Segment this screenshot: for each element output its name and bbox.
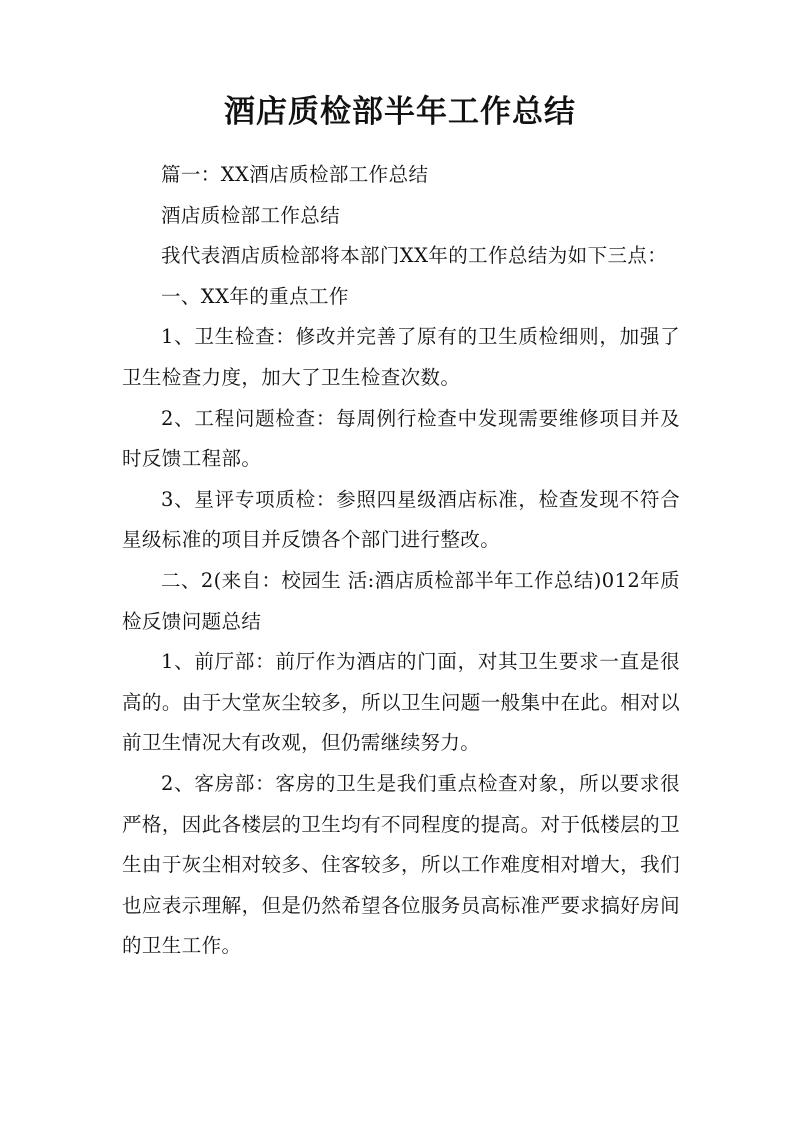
paragraph: 3、星评专项质检：参照四星级酒店标准，检查发现不符合星级标准的项目并反馈各个部门进行整改。 — [122, 487, 680, 552]
paragraph: 2、客房部：客房的卫生是我们重点检查对象，所以要求很严格，因此各楼层的卫生均有不同程度的提高。对于低楼层的卫生由于灰尘相对较多、住客较多，所以工作难度相对增大，我们也应表示理解，但是仍然希望各位服务员高标准严要求搞好房间的卫生工作。 — [122, 771, 680, 958]
section-heading: 篇一：XX酒店质检部工作总结 — [161, 163, 429, 186]
document-body — [122, 155, 680, 967]
paragraph: 2、工程问题检查：每周例行检查中发现需要维修项目并及时反馈工程部。 — [122, 406, 680, 471]
paragraph: 1、卫生检查：修改并完善了原有的卫生质检细则，加强了卫生检查力度，加大了卫生检查次数。 — [122, 325, 680, 389]
section-heading: 二、2(来自：校园生 活:酒店质检部半年工作总结)012年质检反馈问题总结 — [122, 568, 680, 633]
document-title: 酒店质检部半年工作总结 — [224, 94, 576, 130]
paragraph: 1、前厅部：前厅作为酒店的门面，对其卫生要求一直是很高的。由于大堂灰尘较多，所以卫生问题一般集中在此。相对以前卫生情况大有改观，但仍需继续努力。 — [122, 650, 680, 755]
section-heading: 一、XX年的重点工作 — [161, 284, 349, 308]
paragraph: 我代表酒店质检部将本部门XX年的工作总结为如下三点： — [161, 244, 668, 268]
subheading: 酒店质检部工作总结 — [161, 203, 341, 227]
